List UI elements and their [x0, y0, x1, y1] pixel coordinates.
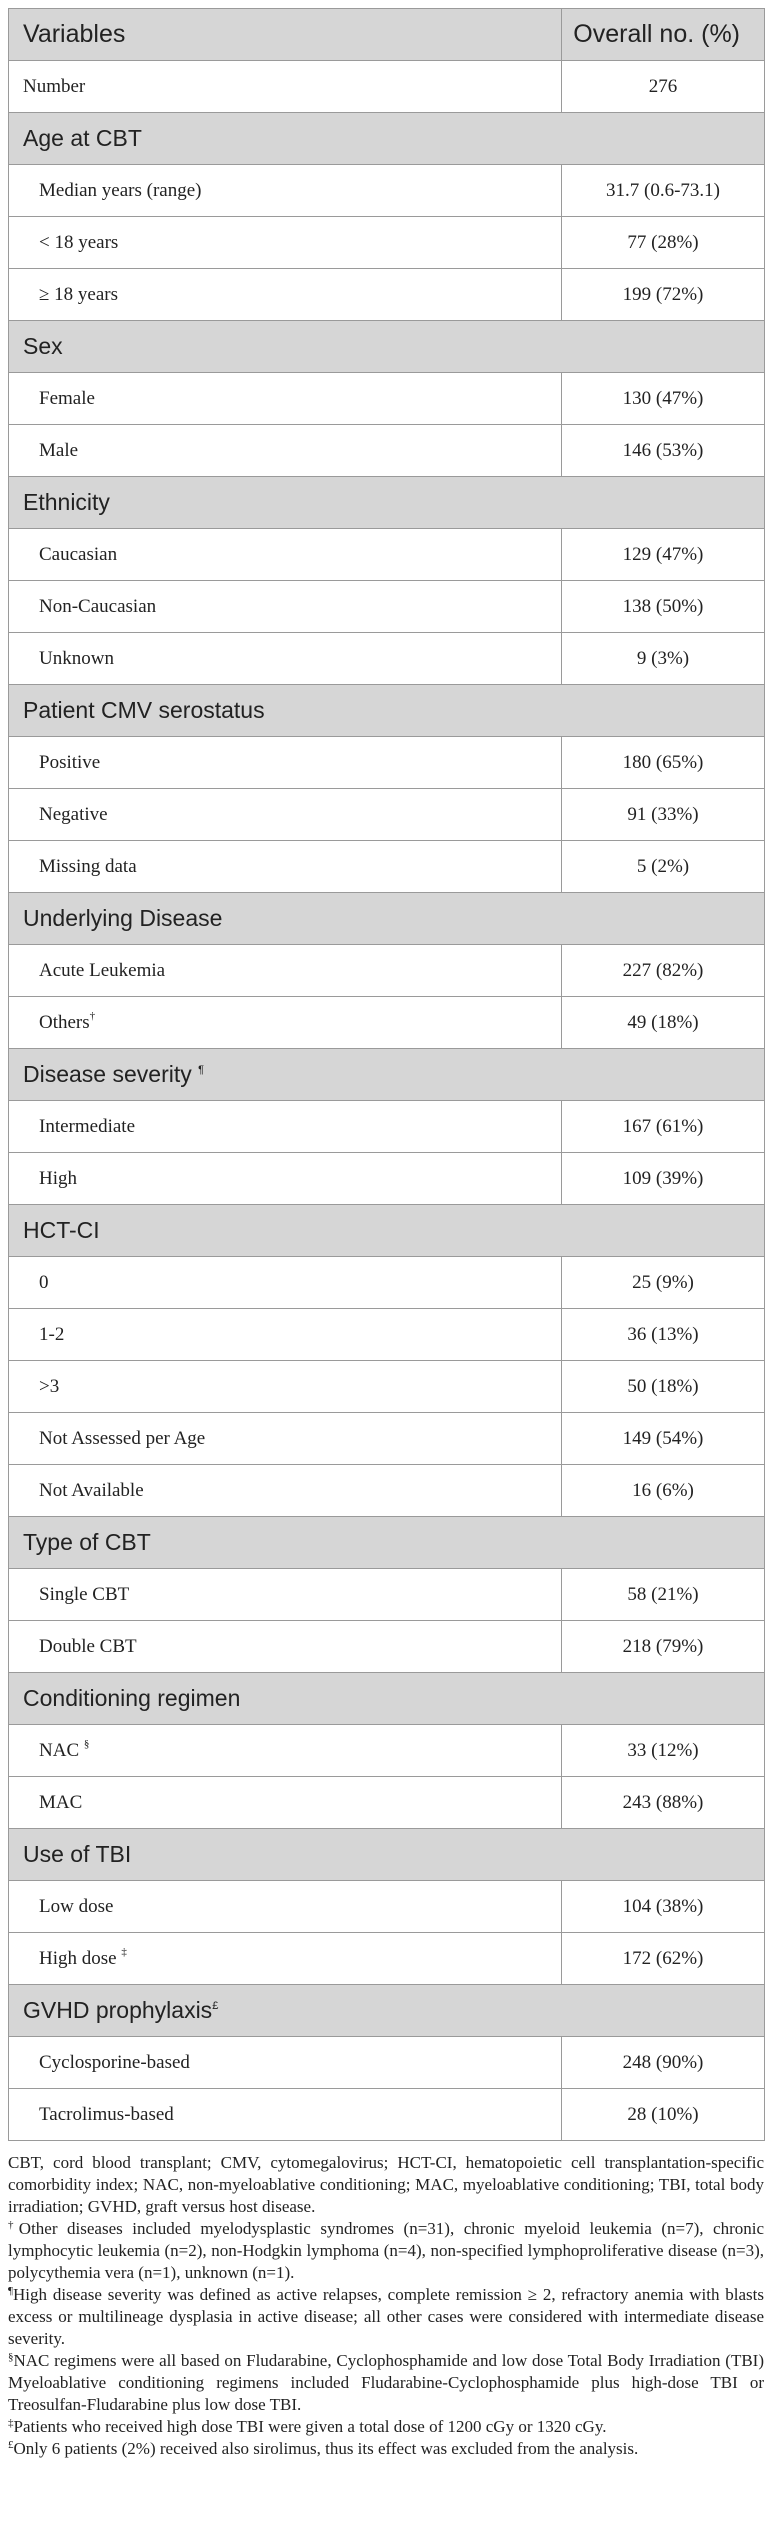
- variable-label: Caucasian: [39, 543, 118, 565]
- variable-cell: [9, 997, 562, 1049]
- table-row: [9, 61, 765, 113]
- variable-cell: [9, 373, 562, 425]
- variable-label: Non-Caucasian: [39, 595, 157, 617]
- variable-cell: [9, 1777, 562, 1829]
- variable-cell: [9, 2037, 562, 2089]
- variable-cell: [9, 1413, 562, 1465]
- footnote-text: Only 6 patients (2%) received also sirolimus, thus its effect was excluded from the analysis.: [13, 2439, 639, 2458]
- variable-label: Acute Leukemia: [39, 959, 166, 981]
- table-row: [9, 1361, 765, 1413]
- section-header: [9, 1205, 765, 1257]
- overall-value-cell: 109 (39%): [562, 1153, 765, 1205]
- footnote-marker: ‡: [8, 2417, 14, 2429]
- section-header: [9, 113, 765, 165]
- variable-cell: [9, 529, 562, 581]
- variable-cell: [9, 1153, 562, 1205]
- footnote-marker: ¶: [198, 1064, 205, 1076]
- footnote-text: Patients who received high dose TBI were given a total dose of 1200 cGy or 1320 cGy.: [13, 2417, 607, 2436]
- section-label: HCT-CI: [23, 1217, 100, 1243]
- overall-value-cell: 36 (13%): [562, 1309, 765, 1361]
- section-label: GVHD prophylaxis: [23, 1997, 213, 2023]
- variable-label: Number: [23, 75, 86, 97]
- variable-label: Not Available: [39, 1479, 144, 1501]
- variable-label: Negative: [39, 803, 108, 825]
- footnote: [8, 2416, 764, 2438]
- overall-value-cell: 77 (28%): [562, 217, 765, 269]
- variable-label: High: [39, 1167, 77, 1189]
- section-label: Use of TBI: [23, 1841, 132, 1867]
- section-header-row: [9, 113, 765, 165]
- table-header-row: [9, 9, 765, 61]
- variable-label: Missing data: [39, 855, 137, 877]
- table-body: [9, 61, 765, 2141]
- section-header-row: [9, 1517, 765, 1569]
- table-row: [9, 425, 765, 477]
- overall-value-cell: 129 (47%): [562, 529, 765, 581]
- variable-cell: [9, 61, 562, 113]
- table-row: [9, 269, 765, 321]
- table-row: [9, 737, 765, 789]
- variable-label: Double CBT: [39, 1635, 137, 1657]
- overall-value-cell: 248 (90%): [562, 2037, 765, 2089]
- section-label: Type of CBT: [23, 1529, 151, 1555]
- footnote: [8, 2218, 764, 2284]
- variable-label: ≥ 18 years: [39, 283, 119, 305]
- variable-cell: [9, 1569, 562, 1621]
- variable-label: Others: [39, 1011, 90, 1033]
- section-header-row: [9, 1673, 765, 1725]
- table-row: [9, 841, 765, 893]
- table-row: [9, 945, 765, 997]
- variable-label: Intermediate: [39, 1115, 136, 1137]
- section-header-row: [9, 477, 765, 529]
- overall-value-cell: 9 (3%): [562, 633, 765, 685]
- footnote-marker: †: [8, 2219, 19, 2231]
- overall-value-cell: 58 (21%): [562, 1569, 765, 1621]
- section-label: Age at CBT: [23, 125, 142, 151]
- variable-cell: [9, 1621, 562, 1673]
- table-row: [9, 217, 765, 269]
- variable-label: Positive: [39, 751, 101, 773]
- table-row: [9, 1569, 765, 1621]
- overall-value-cell: 5 (2%): [562, 841, 765, 893]
- variable-cell: [9, 1465, 562, 1517]
- table-row: [9, 1413, 765, 1465]
- variable-cell: [9, 1101, 562, 1153]
- overall-value-cell: 180 (65%): [562, 737, 765, 789]
- section-header-row: [9, 1049, 765, 1101]
- section-header: [9, 893, 765, 945]
- variable-cell: [9, 633, 562, 685]
- variable-cell: [9, 217, 562, 269]
- overall-value-cell: 149 (54%): [562, 1413, 765, 1465]
- variable-cell: [9, 841, 562, 893]
- overall-value-cell: 138 (50%): [562, 581, 765, 633]
- overall-value-cell: 16 (6%): [562, 1465, 765, 1517]
- overall-value-cell: 49 (18%): [562, 997, 765, 1049]
- section-header: [9, 685, 765, 737]
- section-header: [9, 1673, 765, 1725]
- table-row: [9, 1309, 765, 1361]
- variable-label: < 18 years: [39, 231, 119, 253]
- section-label: Disease severity: [23, 1061, 199, 1087]
- variable-label: Low dose: [39, 1895, 114, 1917]
- overall-value-cell: 276: [562, 61, 765, 113]
- variable-cell: [9, 1933, 562, 1985]
- footnote-text: NAC regimens were all based on Fludarabine, Cyclophosphamide and low dose Total Body Irradiation (TBI) Myeloablative conditioning regimens included Fludarabine-Cyclophosphamide plus high-dose TBI or Treosulfan-Fludarabine plus low dose TBI.: [8, 2351, 764, 2414]
- overall-value-cell: 31.7 (0.6-73.1): [562, 165, 765, 217]
- header-variables: Variables: [9, 9, 562, 61]
- overall-value-cell: 218 (79%): [562, 1621, 765, 1673]
- overall-value-cell: 33 (12%): [562, 1725, 765, 1777]
- overall-value-cell: 50 (18%): [562, 1361, 765, 1413]
- section-header-row: [9, 1205, 765, 1257]
- table-row: [9, 165, 765, 217]
- section-header: [9, 321, 765, 373]
- variable-cell: [9, 1881, 562, 1933]
- section-header: [9, 1517, 765, 1569]
- variable-label: >3: [39, 1375, 60, 1397]
- footnote-marker: †: [89, 1009, 96, 1022]
- header-overall: Overall no. (%): [562, 9, 765, 61]
- variable-label: Female: [39, 387, 95, 409]
- footnote-marker: ‡: [121, 1945, 127, 1958]
- footnote-text: CBT, cord blood transplant; CMV, cytomegalovirus; HCT-CI, hematopoietic cell transplantation-specific comorbidity index; NAC, non-myeloablative conditioning; MAC, myeloablative conditioning; TBI, total body irradiation; GVHD, graft versus host disease.: [8, 2153, 764, 2216]
- footnote-text: High disease severity was defined as active relapses, complete remission ≥ 2, refractory anemia with blasts excess or multilineage dysplasia in active disease; all other cases were considered with intermediate disease severity.: [8, 2285, 764, 2348]
- variable-label: Single CBT: [39, 1583, 130, 1605]
- section-label: Ethnicity: [23, 489, 110, 515]
- overall-value-cell: 227 (82%): [562, 945, 765, 997]
- overall-value-cell: 104 (38%): [562, 1881, 765, 1933]
- table-row: [9, 529, 765, 581]
- table-row: [9, 997, 765, 1049]
- overall-value-cell: 130 (47%): [562, 373, 765, 425]
- footnote-marker: £: [212, 2000, 219, 2012]
- table-row: [9, 1153, 765, 1205]
- table-row: [9, 1933, 765, 1985]
- section-label: Sex: [23, 333, 63, 359]
- variable-label: NAC: [39, 1739, 84, 1761]
- overall-value-cell: 172 (62%): [562, 1933, 765, 1985]
- section-label: Patient CMV serostatus: [23, 697, 265, 723]
- footnote: [8, 2152, 764, 2218]
- variable-cell: [9, 269, 562, 321]
- section-label: Underlying Disease: [23, 905, 223, 931]
- variable-label: Median years (range): [39, 179, 202, 201]
- variable-cell: [9, 165, 562, 217]
- overall-value-cell: 146 (53%): [562, 425, 765, 477]
- variable-label: Tacrolimus-based: [39, 2103, 174, 2125]
- variable-label: Unknown: [39, 647, 114, 669]
- overall-value-cell: 167 (61%): [562, 1101, 765, 1153]
- section-label: Conditioning regimen: [23, 1685, 241, 1711]
- variable-label: Cyclosporine-based: [39, 2051, 190, 2073]
- footnote-marker: £: [8, 2439, 14, 2451]
- variable-cell: [9, 789, 562, 841]
- table-row: [9, 1725, 765, 1777]
- variable-cell: [9, 2089, 562, 2141]
- table-container: [8, 8, 764, 2460]
- variable-cell: [9, 1725, 562, 1777]
- footnote-marker: ¶: [8, 2285, 13, 2297]
- variable-label: Male: [39, 439, 79, 461]
- footnote-text: Other diseases included myelodysplastic syndromes (n=31), chronic myeloid leukemia (n=7), chronic lymphocytic leukemia (n=2), non-Hodgkin lymphoma (n=4), non-specified lymphoproliferative disease (n=3), polycythemia vera (n=1), unknown (n=1).: [8, 2219, 765, 2282]
- variable-cell: [9, 1361, 562, 1413]
- section-header-row: [9, 685, 765, 737]
- overall-value-cell: 243 (88%): [562, 1777, 765, 1829]
- section-header: [9, 1829, 765, 1881]
- table-row: [9, 1881, 765, 1933]
- variable-cell: [9, 581, 562, 633]
- overall-value-cell: 28 (10%): [562, 2089, 765, 2141]
- footnote-marker: §: [83, 1737, 90, 1750]
- table-row: [9, 373, 765, 425]
- table-row: [9, 1257, 765, 1309]
- table-row: [9, 633, 765, 685]
- variable-cell: [9, 945, 562, 997]
- variable-label: 1-2: [39, 1323, 65, 1345]
- variable-cell: [9, 1257, 562, 1309]
- table-row: [9, 581, 765, 633]
- variable-label: High dose: [39, 1947, 122, 1969]
- variable-label: MAC: [39, 1791, 83, 1813]
- section-header-row: [9, 321, 765, 373]
- overall-value-cell: 91 (33%): [562, 789, 765, 841]
- variable-cell: [9, 737, 562, 789]
- section-header: [9, 1985, 765, 2037]
- section-header-row: [9, 1829, 765, 1881]
- section-header: [9, 1049, 765, 1101]
- footnote: [8, 2438, 764, 2460]
- section-header-row: [9, 1985, 765, 2037]
- variable-cell: [9, 1309, 562, 1361]
- patient-characteristics-table: [8, 8, 765, 2141]
- variable-label: 0: [39, 1271, 49, 1293]
- variable-cell: [9, 425, 562, 477]
- section-header-row: [9, 893, 765, 945]
- table-row: [9, 2089, 765, 2141]
- section-header: [9, 477, 765, 529]
- table-row: [9, 1777, 765, 1829]
- table-row: [9, 1621, 765, 1673]
- variable-label: Not Assessed per Age: [39, 1427, 206, 1449]
- footnote-marker: §: [8, 2351, 14, 2363]
- table-row: [9, 1465, 765, 1517]
- footnote: [8, 2350, 764, 2416]
- overall-value-cell: 25 (9%): [562, 1257, 765, 1309]
- table-row: [9, 2037, 765, 2089]
- overall-value-cell: 199 (72%): [562, 269, 765, 321]
- table-row: [9, 789, 765, 841]
- footnote: [8, 2284, 764, 2350]
- table-footnotes: [8, 2152, 764, 2460]
- table-row: [9, 1101, 765, 1153]
